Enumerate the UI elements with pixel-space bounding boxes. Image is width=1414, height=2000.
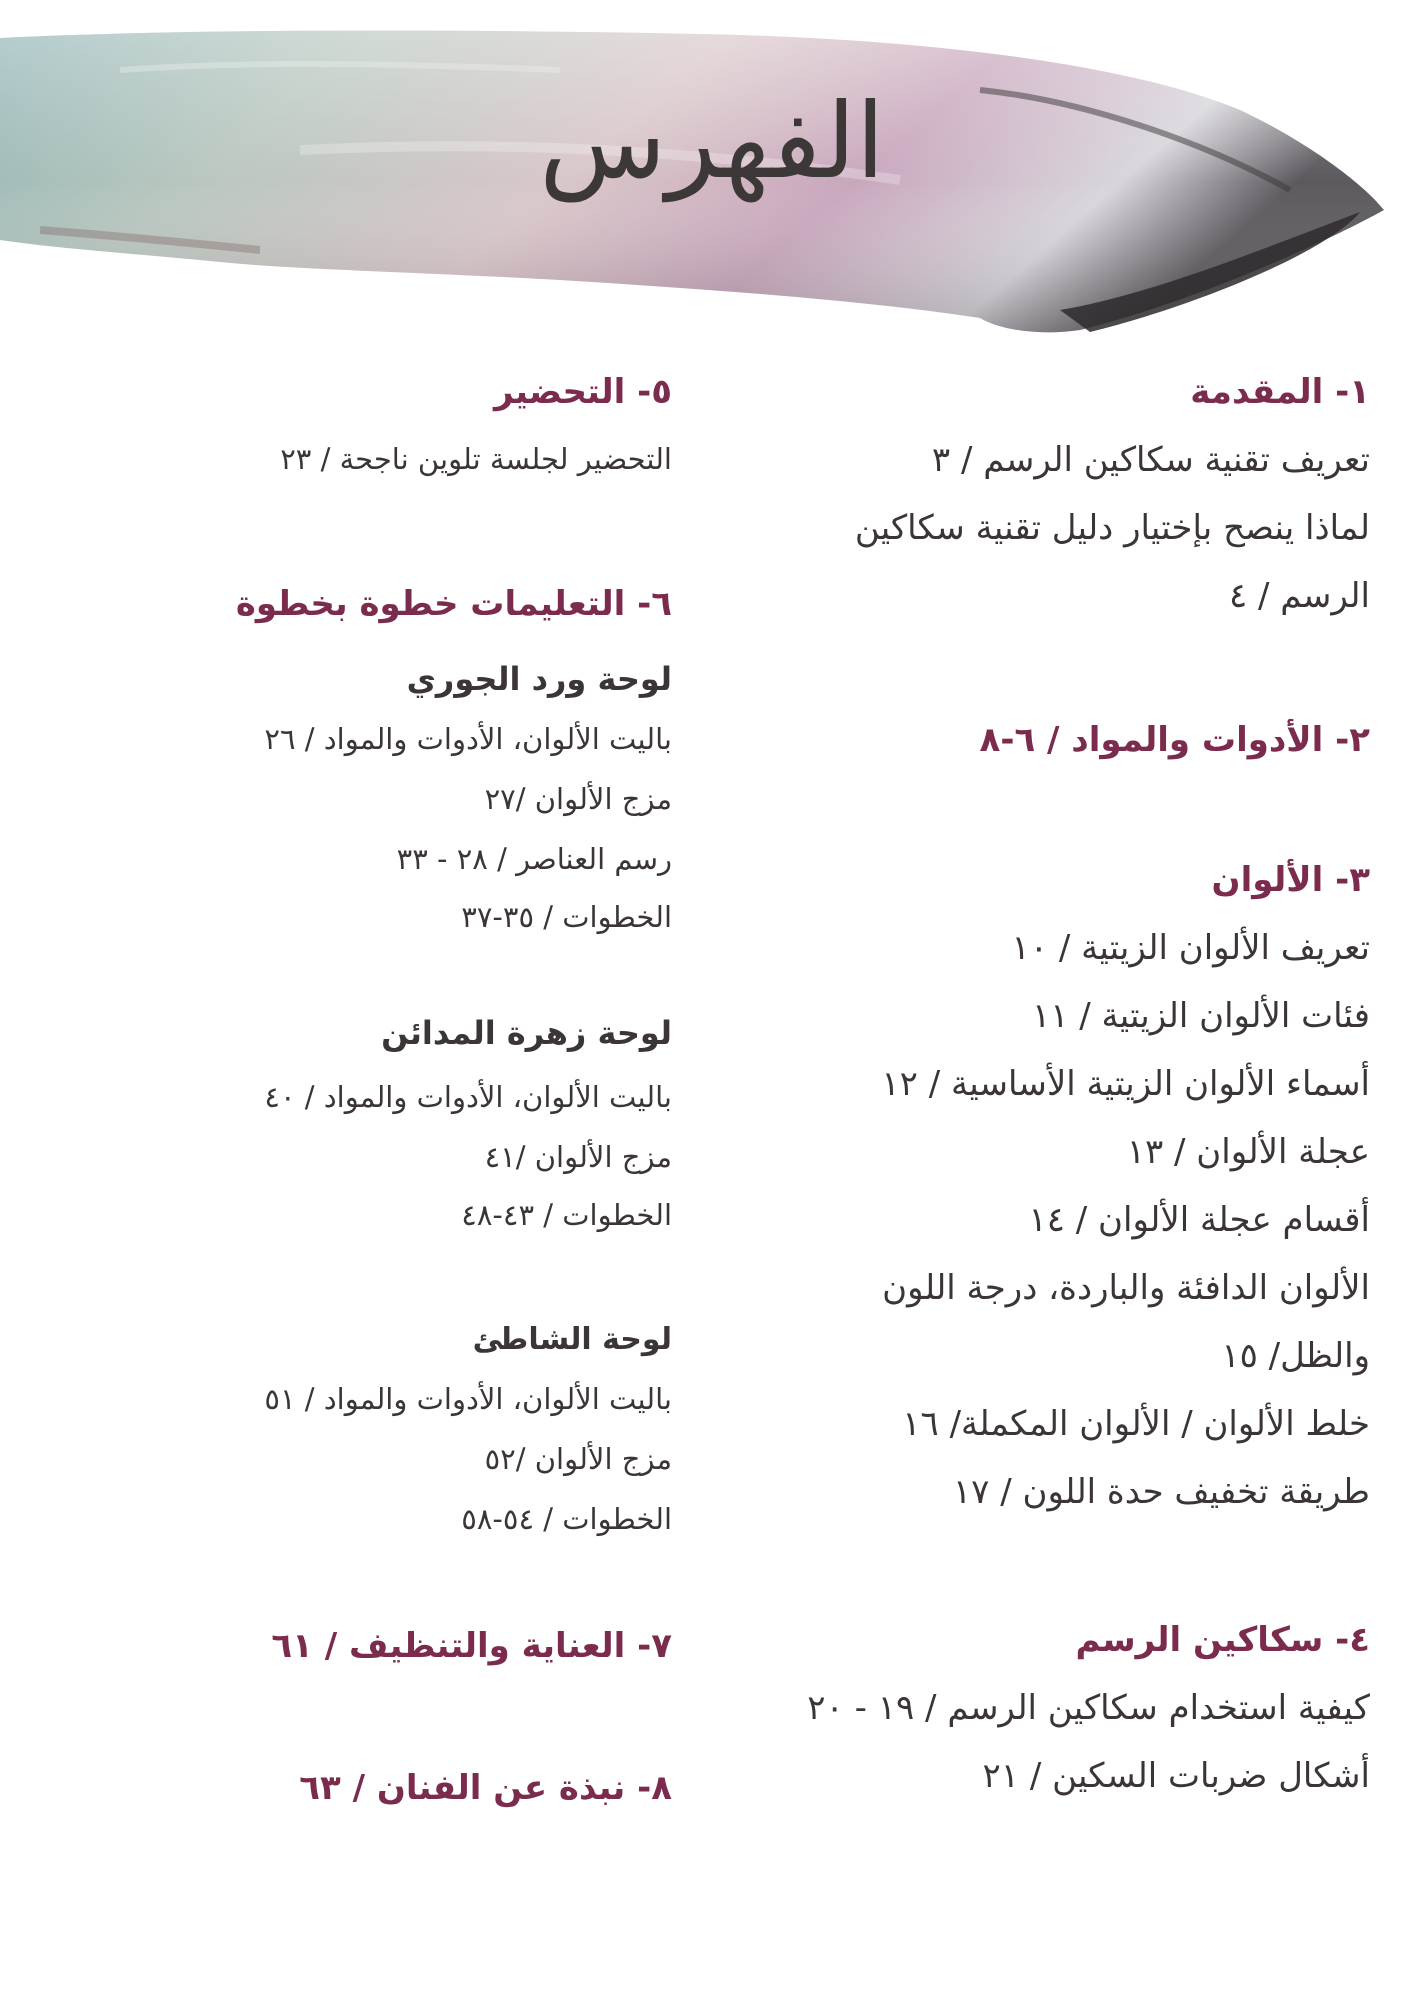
toc-entry-left-5: مزج الألوان /٢٧ [484, 782, 672, 816]
toc-entry-right-2: لماذا ينصح بإختيار دليل تقنية سكاكين [854, 508, 1370, 548]
toc-entry-right-6: تعريف الألوان الزيتية / ١٠ [1011, 928, 1370, 968]
toc-entry-left-10: مزج الألوان /٤١ [484, 1140, 672, 1174]
toc-subheading-left-3: لوحة ورد الجوري [406, 660, 672, 698]
toc-entry-right-16: كيفية استخدام سكاكين الرسم / ١٩ - ٢٠ [807, 1688, 1370, 1728]
toc-heading-right-15: ٤- سكاكين الرسم [1075, 1620, 1370, 1660]
toc-heading-right-4: ٢- الأدوات والمواد / ٦-٨ [979, 720, 1370, 760]
toc-entry-right-1: تعريف تقنية سكاكين الرسم / ٣ [931, 440, 1370, 480]
toc-entry-left-9: باليت الألوان، الأدوات والمواد / ٤٠ [264, 1080, 672, 1114]
toc-entry-left-15: الخطوات / ٥٤-٥٨ [461, 1502, 672, 1536]
toc-entry-left-7: الخطوات / ٣٥-٣٧ [461, 900, 672, 934]
toc-entry-left-6: رسم العناصر / ٢٨ - ٣٣ [396, 842, 672, 876]
toc-entry-left-1: التحضير لجلسة تلوين ناجحة / ٢٣ [280, 442, 672, 476]
toc-entry-left-11: الخطوات / ٤٣-٤٨ [461, 1198, 672, 1232]
toc-entry-right-8: أسماء الألوان الزيتية الأساسية / ١٢ [881, 1064, 1370, 1104]
toc-entry-left-13: باليت الألوان، الأدوات والمواد / ٥١ [264, 1382, 672, 1416]
toc-entry-right-3: الرسم / ٤ [1228, 576, 1370, 616]
toc-subheading-left-12: لوحة الشاطئ [472, 1322, 672, 1357]
toc-entry-right-7: فئات الألوان الزيتية / ١١ [1031, 996, 1370, 1036]
toc-heading-right-5: ٣- الألوان [1211, 860, 1370, 900]
toc-entry-right-9: عجلة الألوان / ١٣ [1126, 1132, 1370, 1172]
toc-entry-right-10: أقسام عجلة الألوان / ١٤ [1028, 1200, 1370, 1240]
toc-entry-right-12: والظل/ ١٥ [1221, 1336, 1370, 1376]
toc-entry-right-14: طريقة تخفيف حدة اللون / ١٧ [952, 1472, 1370, 1512]
toc-entry-right-17: أشكال ضربات السكين / ٢١ [982, 1756, 1370, 1796]
toc-entry-right-11: الألوان الدافئة والباردة، درجة اللون [882, 1268, 1370, 1308]
toc-subheading-left-8: لوحة زهرة المدائن [381, 1014, 672, 1052]
page-title: الفهرس [539, 80, 885, 202]
toc-heading-left-2: ٦- التعليمات خطوة بخطوة [235, 584, 672, 624]
toc-entry-left-14: مزج الألوان /٥٢ [484, 1442, 672, 1476]
toc-entry-right-13: خلط الألوان / الألوان المكملة/ ١٦ [902, 1404, 1370, 1444]
toc-heading-left-16: ٧- العناية والتنظيف / ٦١ [271, 1626, 672, 1666]
toc-heading-left-17: ٨- نبذة عن الفنان / ٦٣ [299, 1768, 672, 1808]
toc-heading-right-0: ١- المقدمة [1190, 372, 1370, 412]
toc-heading-left-0: ٥- التحضير [493, 372, 672, 412]
toc-entry-left-4: باليت الألوان، الأدوات والمواد / ٢٦ [264, 722, 672, 756]
